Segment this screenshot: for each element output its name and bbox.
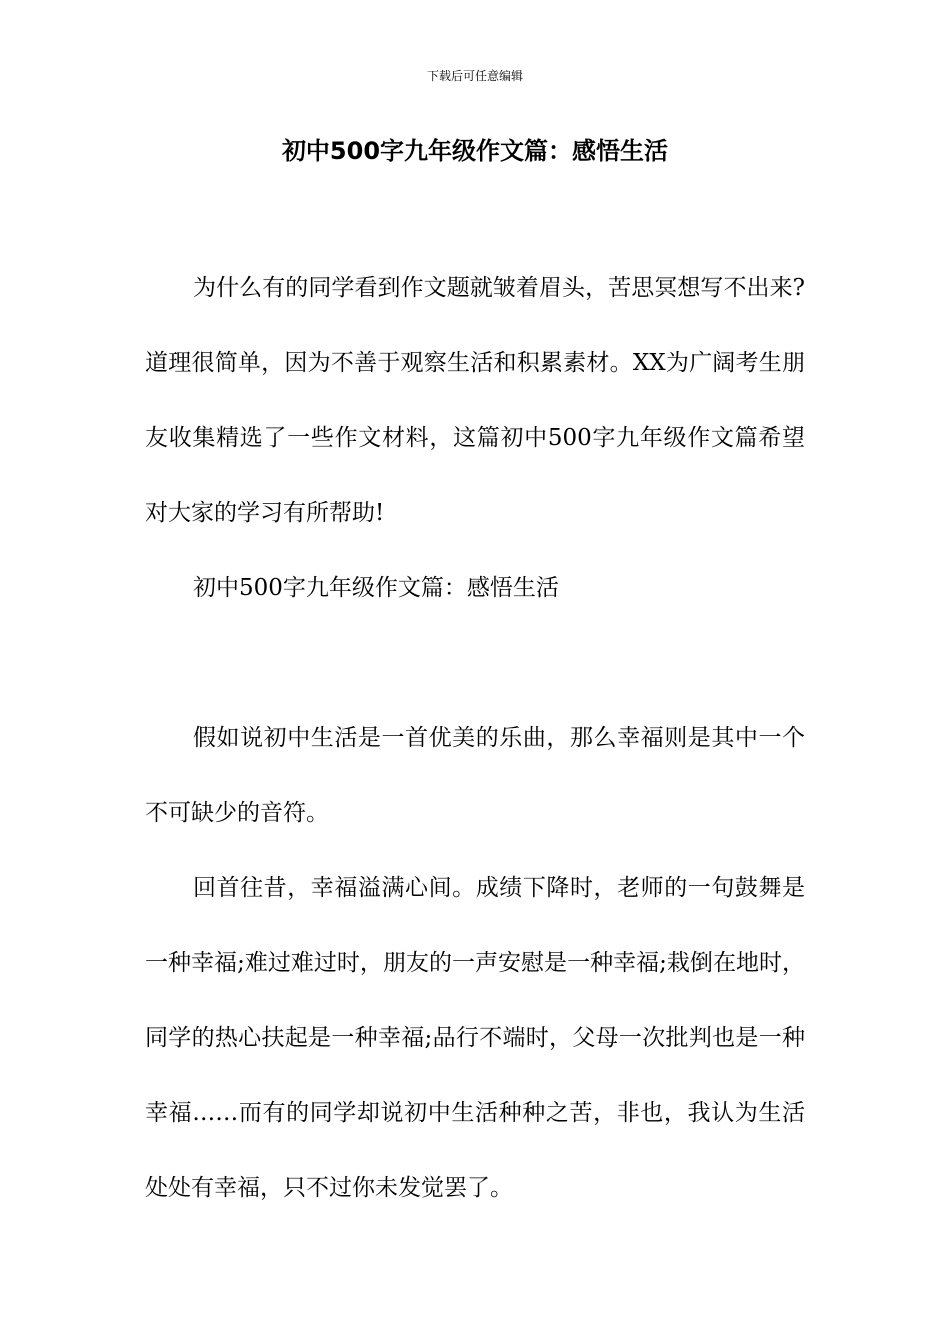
paragraph-subtitle: 初中500字九年级作文篇：感悟生活: [193, 575, 559, 601]
paragraph-intro: 为什么有的同学看到作文题就皱着眉头，苦思冥想写不出来?道理很简单，因为不善于观察生活和积累素材。XX为广阔考生朋友收集精选了一些作文材料，这篇初中500字九年级作文篇希望对大家的学习有所帮助!: [145, 275, 805, 526]
blank-line: [145, 626, 805, 701]
document-body: [145, 251, 805, 1226]
paragraph-happiness-memories: 回首往昔，幸福溢满心间。成绩下降时，老师的一句鼓舞是一种幸福;难过难过时，朋友的一声安慰是一种幸福;栽倒在地时，同学的热心扶起是一种幸福;品行不端时，父母一次批判也是一种幸福……而有的同学却说初中生活种种之苦，非也，我认为生活处处有幸福，只不过你未发觉罢了。: [145, 875, 805, 1201]
document-title: 初中500字九年级作文篇：感悟生活: [281, 137, 669, 165]
paragraph-music-metaphor: 假如说初中生活是一首优美的乐曲，那么幸福则是其中一个不可缺少的音符。: [145, 725, 805, 826]
header-note: 下载后可任意编辑: [426, 69, 523, 83]
